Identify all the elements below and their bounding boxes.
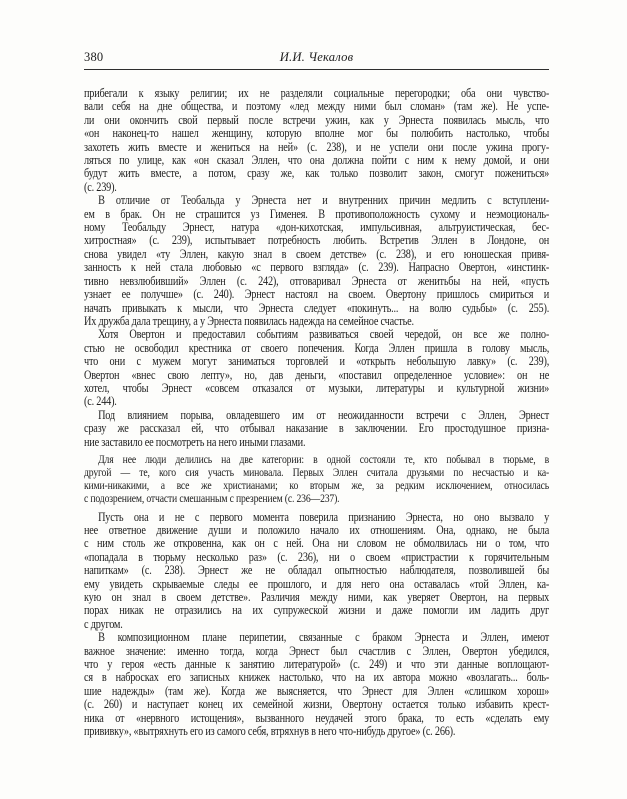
text-line: ника от «нервного истощения», вызванного неудачей этого брака, то есть «сделать ему bbox=[84, 710, 550, 725]
text-line: ляться по улице, как «он сказал Эллен, что она должна пойти с ним к нему домой, и они bbox=[84, 153, 550, 168]
text-line: «он наконец-то нашел женщину, которую вполне мог бы полюбить настолько, чтобы bbox=[84, 126, 550, 141]
text-line: стью не освободил крестника от своего попечения. Когда Эллен пришла в голову мысль, bbox=[84, 340, 550, 355]
text-line: что у героя «есть данные к занятию литературой» (с. 249) и что эти данные воплощают- bbox=[84, 657, 550, 672]
text-line: важное значение: именно тогда, когда Эрнест был счастлив с Эллен, Овертон убедился, bbox=[84, 643, 550, 658]
text-line: ние заставило ее посмотреть на него иными глазами. bbox=[84, 434, 306, 449]
text-line: В композиционном плане перипетии, связанные с браком Эрнеста и Эллен, имеют bbox=[98, 630, 550, 645]
text-line: тивно невзлюбивший» Эллен (с. 242), отговаривал Эрнеста от женитьбы на ней, «пусть bbox=[84, 273, 550, 288]
text-line: Их дружба дала трещину, а у Эрнеста появилась надежда на семейное счастье. bbox=[84, 313, 414, 328]
text-line: «попадала в тюрьму несколько раз» (с. 236), ни о своем «пристрастии к горячительным bbox=[84, 549, 550, 564]
text-line: сразу же рассказал ей, что отбывал наказание в заключении. Его простодушное призна- bbox=[84, 421, 550, 436]
text-line: Пусть она и не с первого момента поверила признанию Эрнеста, но оно вызвало у bbox=[98, 509, 550, 524]
text-line: снова увидел «ту Эллен, какую знал в своем детстве» (с. 238), и его юношеская привя- bbox=[84, 246, 550, 261]
running-head-author: И.И. Чекалов bbox=[279, 50, 354, 64]
text-line: ему увидеть скрываемые следы ее прошлого, и для него она оставалась «той Эллен, ка- bbox=[84, 576, 550, 591]
paragraph bbox=[84, 87, 549, 194]
paragraph bbox=[84, 409, 549, 449]
text-line: (с. 239). bbox=[84, 179, 117, 194]
page-body bbox=[84, 87, 549, 739]
text-line: будут жить вместе, а потом, сразу же, как только позволит закон, смогут пожениться» bbox=[84, 166, 550, 181]
text-line: начать привыкать к мысли, что Эрнеста следует «покинуть... на волю судьбы» (с. 255). bbox=[84, 300, 550, 315]
text-line: вали себя на дне общества, и поэтому «лед между ними был сломан» (там же). Не успе- bbox=[84, 99, 550, 114]
text-line: кую он знал в своем детстве». Различия между ними, как уверяет Овертон, на первых bbox=[84, 590, 550, 605]
block-quote bbox=[84, 454, 549, 506]
text-line: прибегали к языку религии; их не разделяли социальные перегородки; оба они чувство- bbox=[84, 86, 550, 100]
text-line: Под влиянием порыва, овладевшего им от неожиданности встречи с Эллен, Эрнест bbox=[98, 407, 550, 422]
running-head bbox=[84, 48, 549, 69]
text-line: с подозрением, отчасти смешанным с презрением (с. 236—237). bbox=[84, 491, 340, 505]
text-line: Овертон «внес свою лепту», но, дав деньги, «поставил определенное условие»: он не bbox=[84, 367, 550, 382]
text-line: Для нее люди делились на две категории: в одной состояли те, кто побывал в тюрьме, в bbox=[98, 452, 550, 466]
text-line: шие надежды» (там же). Когда же выясняется, что Эрнест для Эллен «слишком хорош» bbox=[84, 683, 550, 698]
text-line: нее ответное движение души и положило начало их отношениям. Она, однако, не была bbox=[84, 523, 550, 537]
text-line: занность к ней стала любовью «с первого взгляда» (с. 239). Напрасно Овертон, «инстинк- bbox=[84, 260, 550, 275]
text-line: другой — те, кого сия участь миновала. Первых Эллен считала друзьями по несчастью и ка- bbox=[84, 465, 550, 479]
text-line: узнает ее получше» (с. 240). Эрнест настоял на своем. Овертону пришлось смириться и bbox=[84, 287, 550, 302]
text-line: что они с мужем могут заниматься торговлей и «открыть небольшую лавку» (с. 239), bbox=[84, 354, 550, 369]
text-line: хотел, чтобы Эрнест «совсем отказался от музыки, литературы и культурной жизни» bbox=[84, 380, 550, 395]
text-line: прививку», «вытряхнуть его из самого себя, втряхнув в него что-нибудь другое» (с. 266). bbox=[84, 724, 456, 739]
text-line: с ним столь же откровенна, как он с ней. Она ни словом не обмолвилась ни о том, что bbox=[84, 536, 550, 551]
text-line: хитростная» (с. 239), испытывает потребность любить. Встретив Эллен в Лондоне, он bbox=[84, 233, 550, 248]
text-line: порах никак не отразились на их супружеской жизни и даже помогли им ладить друг bbox=[84, 603, 550, 618]
paragraph bbox=[84, 328, 549, 408]
paragraph bbox=[84, 194, 549, 328]
text-line: ному Теобальду Эрнест, натура «дон-кихотская, импульсивная, альтруистическая, бес- bbox=[84, 220, 550, 235]
paragraph bbox=[84, 511, 549, 632]
text-line: с другом. bbox=[84, 616, 123, 631]
page-number: 380 bbox=[84, 50, 104, 64]
text-line: В отличие от Теобальда у Эрнеста нет и внутренних причин медлить с вступлени- bbox=[98, 193, 550, 208]
header-rule bbox=[84, 69, 549, 70]
text-line: ся в набросках его записных книжек настолько, что на их автора можно «возлагать... боль- bbox=[84, 670, 550, 685]
text-line: Хотя Овертон и предоставил событиям развиваться своей чередой, он все же полно- bbox=[98, 327, 550, 342]
text-line: (с. 244). bbox=[84, 394, 117, 409]
paragraph bbox=[84, 631, 549, 738]
text-line: ли они окончить свой первый после встречи ужин, как у Эрнеста появилась мысль, что bbox=[84, 112, 550, 127]
text-line: захотеть жить вместе и жениться на ней» (с. 238), и не успели они после ужина прогу- bbox=[84, 139, 550, 154]
text-line: кими-никакими, а все же христианами; ко вторым же, за редким исключением, относилась bbox=[84, 478, 550, 492]
text-line: (с. 260) и наступает конец их семейной жизни, Овертону остается только избавить крест- bbox=[84, 697, 550, 712]
text-line: ем в брак. Он не страшится уз Гименея. В противоположность сухому и неэмоциональ- bbox=[84, 206, 550, 221]
text-line: напиткам» (с. 238). Эрнест же не обладал опытностью наблюдателя, позволившей бы bbox=[84, 563, 550, 578]
